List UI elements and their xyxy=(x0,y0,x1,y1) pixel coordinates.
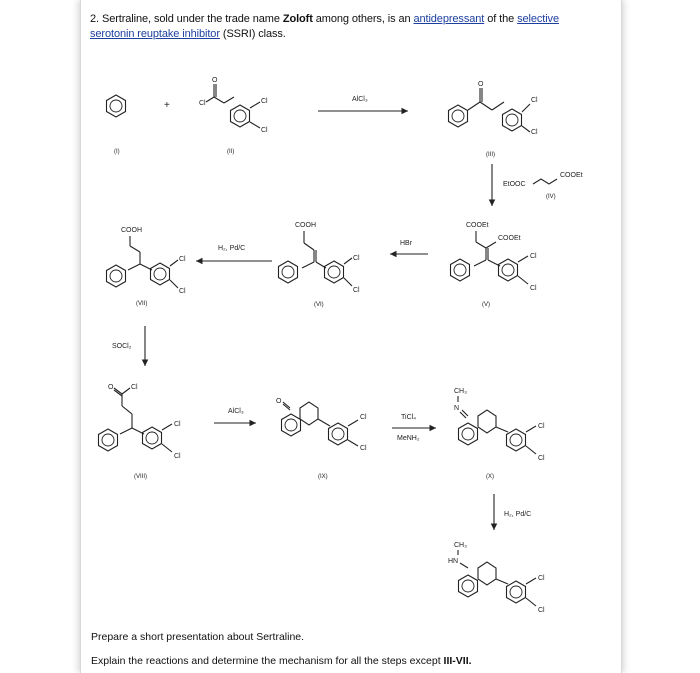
svg-text:Cl: Cl xyxy=(179,256,186,263)
svg-text:H₂, Pd/C: H₂, Pd/C xyxy=(504,511,532,518)
selective-link[interactable]: selective xyxy=(517,13,559,25)
svg-text:Cl: Cl xyxy=(538,455,545,462)
label-compound-5: (V) xyxy=(482,302,490,308)
compound-ix-structure xyxy=(276,398,367,452)
question-header: 2. Sertraline, sold under the trade name Zoloft among others, is an antidepressant of the selective serotonin reuptake inhibitor (SSRI) class. xyxy=(90,13,559,40)
sertraline-structure xyxy=(448,542,545,614)
instruction-line-1: Prepare a short presentation about Sertraline. xyxy=(91,631,305,643)
svg-text:AlCl₃: AlCl₃ xyxy=(352,96,368,103)
compound-vi-structure xyxy=(279,222,361,294)
label-compound-10: (X) xyxy=(486,474,494,480)
compound-viii-structure xyxy=(99,384,182,460)
ssri-link[interactable]: serotonin reuptake inhibitor xyxy=(90,28,220,40)
svg-text:COOEt: COOEt xyxy=(560,172,583,179)
brand-name: Zoloft xyxy=(282,13,313,25)
svg-text:Cl: Cl xyxy=(179,288,186,295)
benzene-ring xyxy=(107,95,126,117)
svg-text:Cl: Cl xyxy=(530,285,537,292)
label-compound-9: (IX) xyxy=(318,474,328,480)
instruction-line-2: Explain the reactions and determine the mechanism for all the steps except III-VII. xyxy=(91,655,472,667)
label-compound-8: (VIII) xyxy=(134,474,147,480)
svg-text:CH₃: CH₃ xyxy=(454,388,467,395)
svg-text:O: O xyxy=(276,398,282,405)
svg-text:SOCl₂: SOCl₂ xyxy=(112,343,132,350)
svg-text:COOEt: COOEt xyxy=(466,222,489,229)
svg-text:HBr: HBr xyxy=(400,240,413,247)
svg-text:Cl: Cl xyxy=(199,100,206,107)
svg-text:Cl: Cl xyxy=(538,575,545,582)
svg-text:COOEt: COOEt xyxy=(498,235,521,242)
svg-text:MeNH₂: MeNH₂ xyxy=(397,435,420,442)
label-compound-7: (VII) xyxy=(136,301,148,307)
label-compound-3: (III) xyxy=(486,152,495,158)
reaction-scheme xyxy=(80,60,620,620)
label-compound-2: (II) xyxy=(227,149,235,155)
compound-v-structure xyxy=(451,222,538,292)
svg-text:Cl: Cl xyxy=(360,414,367,421)
svg-text:Cl: Cl xyxy=(531,129,538,136)
svg-text:Cl: Cl xyxy=(538,423,545,430)
compound-iii-structure xyxy=(449,81,539,136)
compound-x-structure xyxy=(454,388,545,462)
svg-text:EtOOC: EtOOC xyxy=(503,181,526,188)
svg-text:O: O xyxy=(212,77,218,84)
svg-text:O: O xyxy=(108,384,114,391)
label-compound-1: (I) xyxy=(114,149,120,155)
label-compound-6: (VI) xyxy=(314,302,324,308)
svg-text:H₂, Pd/C: H₂, Pd/C xyxy=(218,245,246,252)
svg-text:COOH: COOH xyxy=(121,227,142,234)
svg-text:Cl: Cl xyxy=(538,607,545,614)
svg-text:Cl: Cl xyxy=(353,255,360,262)
svg-text:Cl: Cl xyxy=(353,287,360,294)
svg-text:Cl: Cl xyxy=(360,445,367,452)
svg-text:Cl: Cl xyxy=(531,97,538,104)
svg-text:Cl: Cl xyxy=(174,453,181,460)
compound-ii-structure xyxy=(199,77,268,134)
svg-text:Cl: Cl xyxy=(174,421,181,428)
svg-text:Cl: Cl xyxy=(131,384,138,391)
svg-text:Cl: Cl xyxy=(261,98,268,105)
svg-text:+: + xyxy=(164,100,170,111)
svg-text:HN: HN xyxy=(448,558,459,565)
svg-text:O: O xyxy=(478,81,484,88)
svg-text:TiCl₄: TiCl₄ xyxy=(401,414,417,421)
antidepressant-link[interactable]: antidepressant xyxy=(413,13,485,25)
svg-text:COOH: COOH xyxy=(295,222,316,229)
svg-text:N: N xyxy=(454,405,460,412)
svg-text:CH₃: CH₃ xyxy=(454,542,467,549)
label-compound-4: (IV) xyxy=(546,194,556,200)
svg-text:Cl: Cl xyxy=(530,253,537,260)
compound-vii-structure xyxy=(107,227,187,295)
question-number: 2. xyxy=(90,13,99,25)
svg-text:Cl: Cl xyxy=(261,127,268,134)
svg-text:AlCl₃: AlCl₃ xyxy=(228,408,244,415)
